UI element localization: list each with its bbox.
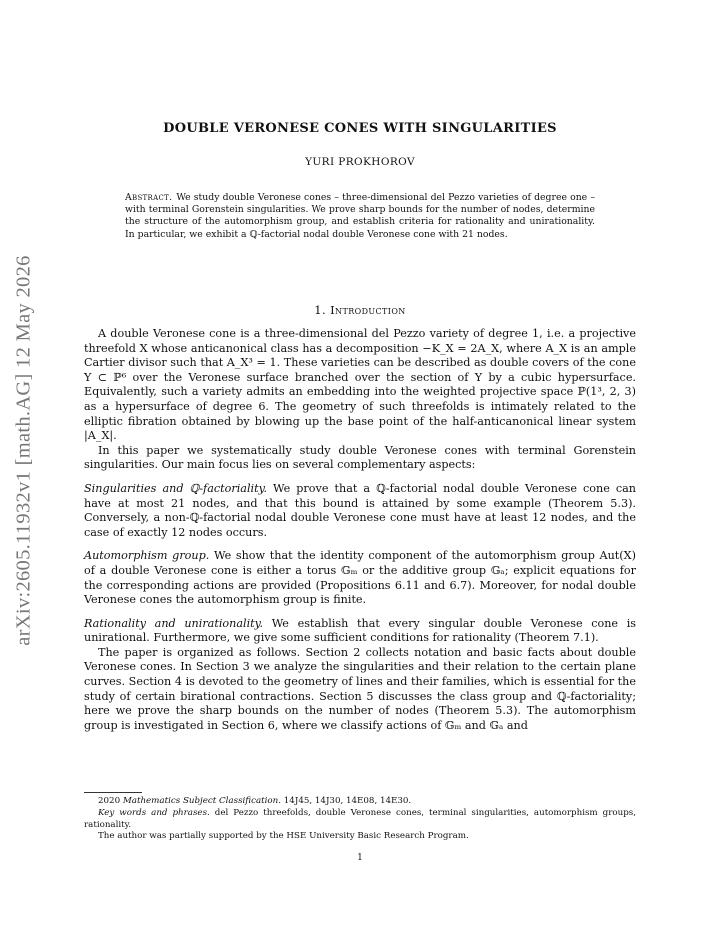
abstract-text: We study double Veronese cones – three-dimensional del Pezzo varieties of degree one – with terminal Gorenstein singularities. We prove sharp bounds for the number of nodes, determine the structure of the automorphism group, and establish criteria for rationality and unirationality. In particular, we exhibit a ℚ-factorial nodal double Veronese cone with 21 nodes. [125,192,595,240]
msc-codes: 14J45, 14J30, 14E08, 14E30. [281,796,412,806]
footnote-divider [84,792,142,793]
intro-paragraph-organization [84,646,636,734]
msc-label: Mathematics Subject Classification. [122,796,282,806]
intro-paragraph-singularities [84,482,636,540]
arxiv-identifier-stamp [3,240,45,660]
keywords-text: del Pezzo threefolds, double Veronese cones, terminal singularities, automorphism groups, rationality. [84,807,636,830]
footnotes [84,796,636,843]
page-number: 1 [357,853,363,863]
paper-title: DOUBLE VERONESE CONES WITH SINGULARITIES [163,121,557,136]
section-heading-introduction: 1. Introduction [314,303,406,317]
msc-year: 2020 [98,796,121,806]
intro-paragraph-2 [84,444,636,473]
footnote-keywords [84,808,636,832]
intro-paragraph-1 [84,327,636,444]
keywords-label: Key words and phrases. [98,807,210,818]
paragraph-text: A double Veronese cone is a three-dimensional del Pezzo variety of degree 1, i.e. a projective threefold X whose anticanonical class has a decomposition −K_X = 2A_X, where A_X is an ample Cartier divisor such that A_X³ = 1. These varieties can be described as double covers of the cone Y ⊂ ℙ⁶ over the Veronese surface branched over the section of Y by a cubic hypersurface. Equivalently, such a variety admits an embedding into the weighted projective space ℙ(1³, 2, 3) as a hypersurface of degree 6. The geometry of such threefolds is intimately related to the elliptic fibration obtained by blowing up the base point of the half-anticanonical linear system |A_X|. [84,327,636,443]
paragraph-text: The paper is organized as follows. Section 2 collects notation and basic facts about double Veronese cones. In Section 3 we analyze the singularities and their relation to the certain plane curves. Section 4 is devoted to the geometry of lines and their families, which is essential for the study of certain birational contractions. Section 5 discusses the class group and ℚ-factoriality; here we prove the sharp bounds on the number of nodes (Theorem 5.3). The automorphism group is investigated in Section 6, where we classify actions of 𝔾ₘ and 𝔾ₐ and [84,645,636,732]
footnote-support [84,831,636,843]
paper-author: YURI PROKHOROV [305,156,415,168]
paragraph-text: We establish that every singular double Veronese cone is unirational. Furthermore, we give some sufficient conditions for rationality (Theorem 7.1). [84,616,637,645]
paragraph-text: In this paper we systematically study double Veronese cones with terminal Gorenstein singularities. Our main focus lies on several complementary aspects: [84,443,636,472]
paragraph-lead: Singularities and ℚ-factoriality. [84,481,267,495]
paragraph-text: We prove that a ℚ-factorial nodal double Veronese cone can have at most 21 nodes, and that this bound is attained by some example (Theorem 5.3). Conversely, a non-ℚ-factorial nodal double Veronese cone must have at least 12 nodes, and the case of exactly 12 nodes occurs. [84,481,636,539]
abstract [125,192,595,241]
paragraph-text: We show that the identity component of the automorphism group Aut(X) of a double Veronese cone is either a torus 𝔾ₘ or the additive group 𝔾ₐ; explicit equations for the corresponding actions are provided (Propositions 6.11 and 6.7). Moreover, for nodal double Veronese cones the automorphism group is finite. [84,549,636,607]
arxiv-identifier-text: arXiv:2605.11932v1 [math.AG] 12 May 2026 [12,254,35,646]
paragraph-lead: Automorphism group. [84,549,210,563]
introduction-body [84,327,636,733]
paragraph-lead: Rationality and unirationality. [84,616,264,630]
abstract-label: Abstract. [125,192,173,203]
support-text: The author was partially supported by the HSE University Basic Research Program. [98,831,469,842]
footnote-msc [84,796,636,808]
intro-paragraph-rationality [84,617,636,646]
intro-paragraph-automorphism [84,549,636,607]
